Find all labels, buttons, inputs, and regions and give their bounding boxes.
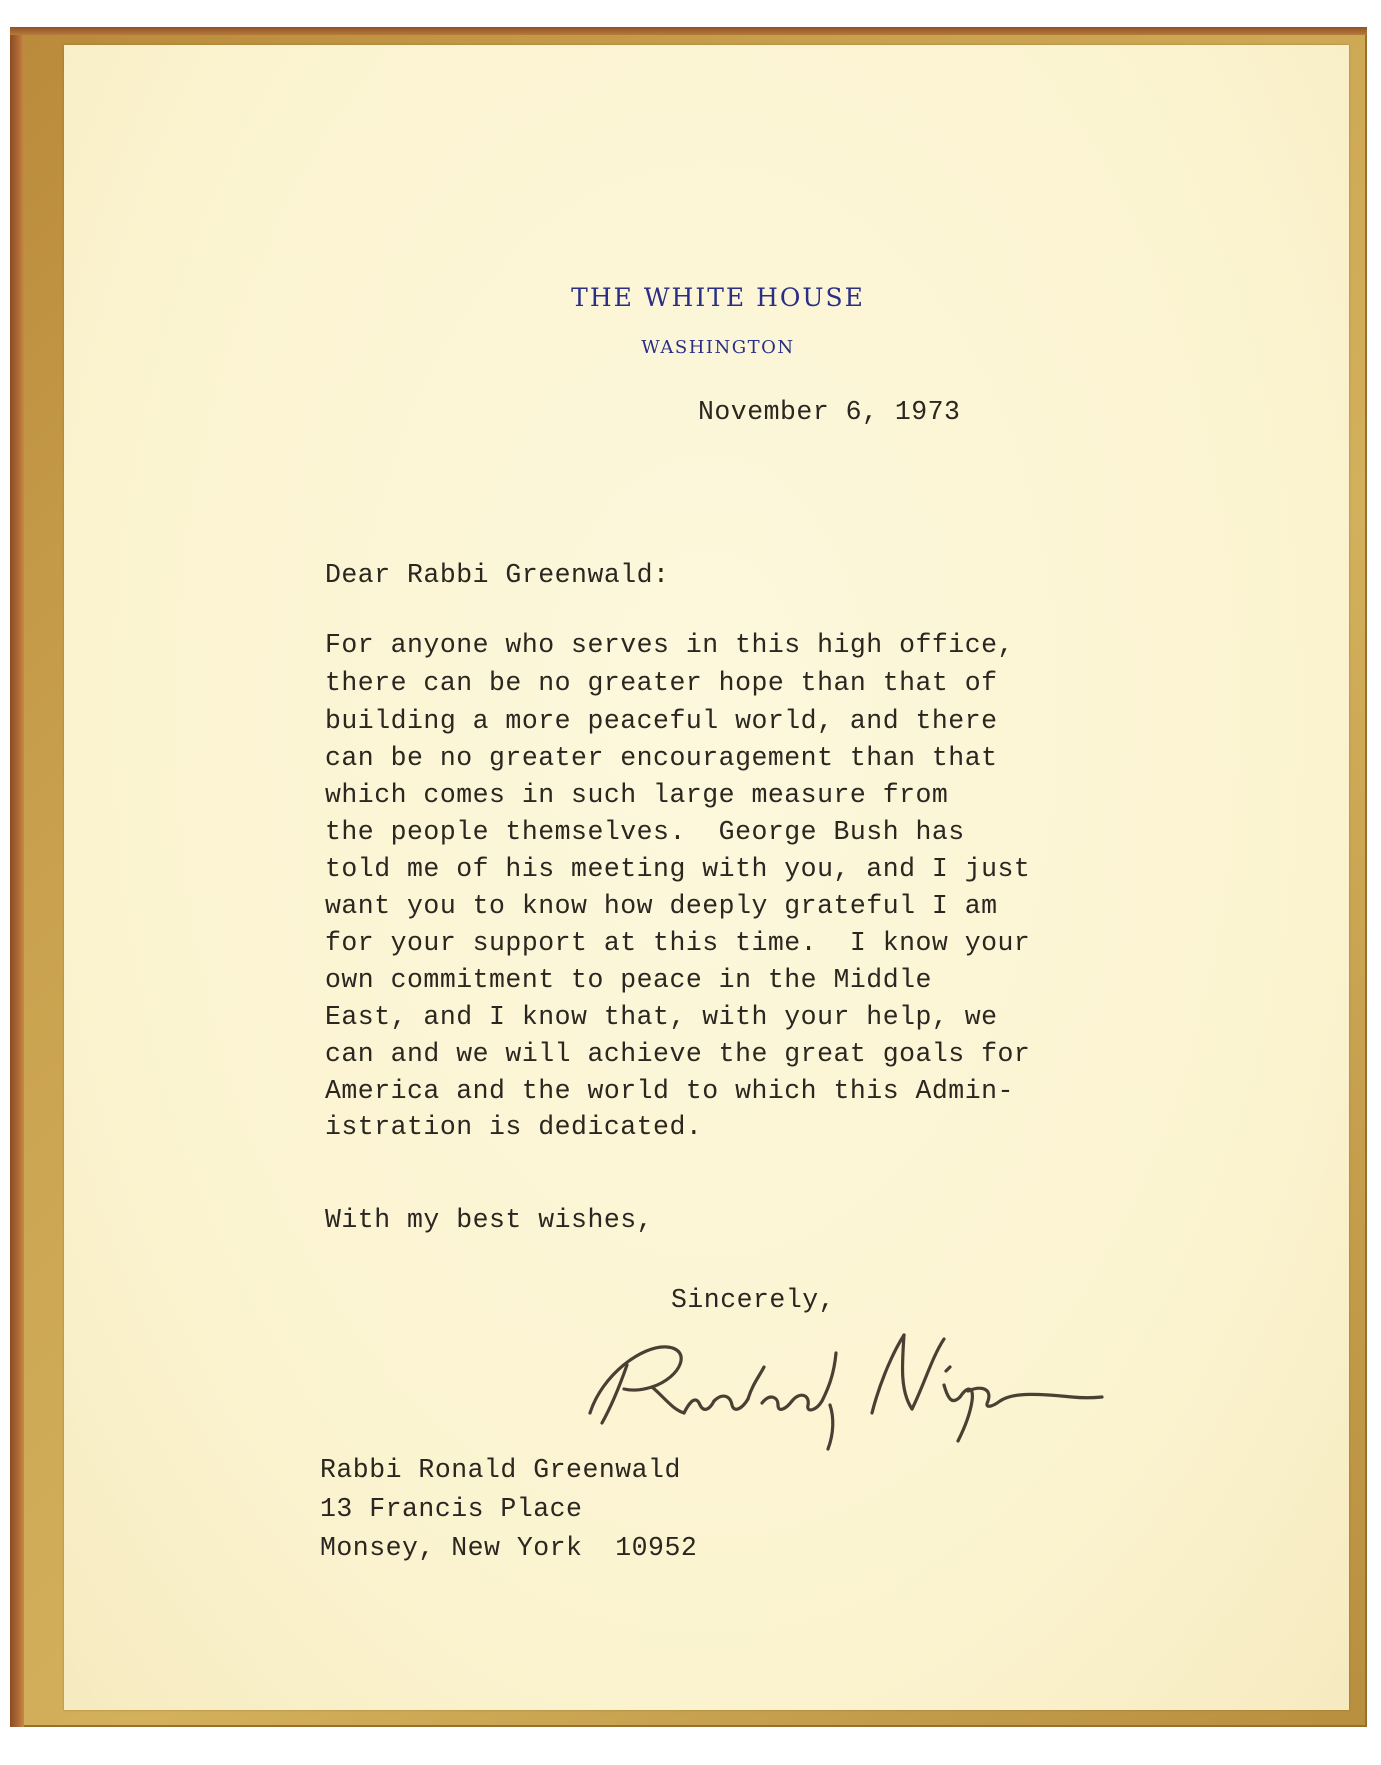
body-line: there can be no greater hope than that of	[325, 668, 998, 698]
body-line: the people themselves. George Bush has	[325, 817, 965, 847]
body-line: can be no greater encouragement than that	[325, 743, 998, 773]
recipient-city: Monsey, New York 10952	[320, 1533, 698, 1563]
body-line: own commitment to peace in the Middle	[325, 965, 932, 995]
body-line: For anyone who serves in this high office,	[325, 630, 1014, 660]
letter-date: November 6, 1973	[698, 397, 961, 427]
body-line: East, and I know that, with your help, we	[325, 1002, 998, 1032]
body-line: told me of his meeting with you, and I just	[325, 854, 1031, 884]
body-line: America and the world to which this Admin-	[325, 1076, 1014, 1106]
body-line: building a more peaceful world, and there	[325, 706, 998, 736]
recipient-street: 13 Francis Place	[320, 1494, 583, 1524]
letterhead-title: THE WHITE HOUSE	[571, 283, 865, 312]
salutation: Dear Rabbi Greenwald:	[325, 560, 670, 590]
body-line: want you to know how deeply grateful I am	[325, 891, 998, 921]
body-line: for your support at this time. I know your	[325, 928, 1031, 958]
body-line: which comes in such large measure from	[325, 780, 949, 810]
wood-frame-edge-top	[10, 27, 1367, 35]
body-line: istration is dedicated.	[325, 1112, 703, 1142]
body-line: can and we will achieve the great goals for	[325, 1039, 1031, 1069]
sign-off: Sincerely,	[671, 1285, 836, 1315]
handwritten-signature	[572, 1305, 1112, 1455]
recipient-name: Rabbi Ronald Greenwald	[320, 1455, 681, 1485]
closing-line: With my best wishes,	[325, 1205, 654, 1235]
wood-frame-edge-left	[10, 27, 24, 1727]
letterhead-subtitle: WASHINGTON	[641, 337, 795, 358]
